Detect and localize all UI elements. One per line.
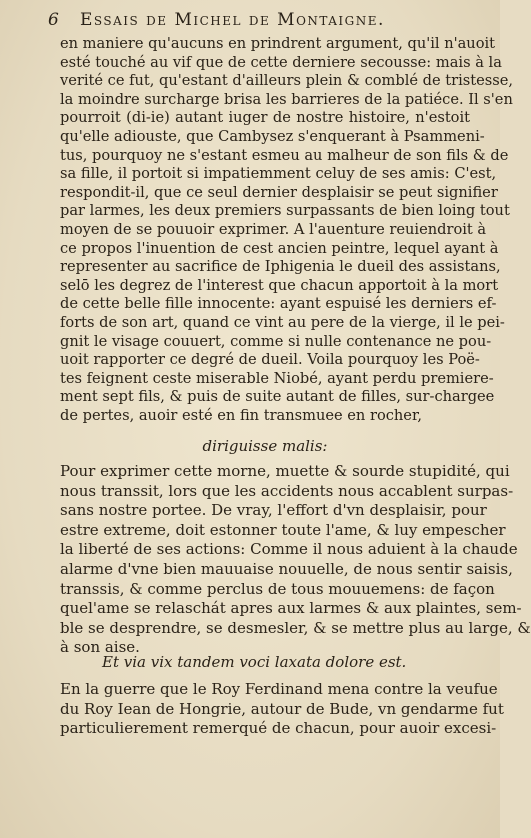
text-line: à son aise.: [60, 638, 140, 657]
text-line: en maniere qu'aucuns en prindrent argument, qu'il n'auoit: [60, 35, 496, 52]
quote-line: Et via vix tandem voci laxata dolore est.: [102, 653, 407, 671]
text-line: transsis, & comme perclus de tous mouuemens: de façon: [60, 579, 495, 598]
text-line: de cette belle fille innocente: ayant espuisé les derniers ef-: [60, 295, 497, 313]
latin-quote-1: [60, 435, 470, 457]
text-line: particulierement remerqué de chacun, pour auoir excesi-: [60, 719, 497, 738]
text-line: sans nostre portee. De vray, l'effort d'vn desplaisir, pour: [60, 501, 487, 520]
text-line: par larmes, les deux premiers surpassants de bien loing tout: [60, 202, 510, 220]
text-line: En la guerre que le Roy Ferdinand mena contre la veufue: [60, 680, 498, 698]
text-line: moyen de se pouuoir exprimer. A l'auenture reuiendroit à: [60, 220, 487, 238]
text-line: quel'ame se relaschát apres aux larmes & aux plaintes, sem-: [60, 599, 522, 618]
paragraph-3: [60, 680, 504, 739]
text-line: ce propos l'inuention de cest ancien peintre, lequel ayant à: [60, 239, 499, 257]
text-line: ble se desprendre, se desmesler, & se mettre plus au large, &: [60, 618, 531, 637]
text-line: la liberté de ses actions: Comme il nous aduient à la chaude: [60, 540, 518, 559]
text-line: uoit rapporter ce degré de dueil. Voila pourquoy les Poë-: [60, 351, 480, 369]
text-line: du Roy Iean de Hongrie, autour de Bude, vn gendarme fut: [60, 699, 504, 718]
text-line: selō les degrez de l'interest que chacun apportoit à la mort: [60, 276, 499, 294]
quote-line: diriguisse malis:: [202, 437, 328, 455]
running-head: Essais de Michel de Montaigne.: [80, 10, 385, 30]
text-line: esté touché au vif que de cette derniere secousse: mais à la: [60, 53, 502, 71]
paragraph-1: [60, 35, 514, 425]
text-line: de pertes, auoir esté en fin transmuee en rocher,: [60, 406, 422, 424]
text-line: Pour exprimer cette morne, muette & sourde stupidité, qui: [60, 462, 510, 480]
text-line: verité ce fut, qu'estant d'ailleurs plein & comblé de tristesse,: [60, 72, 514, 90]
text-line: la moindre surcharge brisa les barrieres de la patiéce. Il s'en: [60, 90, 513, 108]
text-line: forts de son art, quand ce vint au pere de la vierge, il le pei-: [60, 313, 505, 331]
text-line: pourroit (di-ie) autant iuger de nostre histoire, n'estoit: [60, 109, 470, 127]
page-number: 6: [48, 10, 61, 30]
page-header: [48, 10, 470, 34]
text-line: representer au sacrifice de Iphigenia le dueil des assistans,: [60, 258, 501, 276]
text-line: tes feignent ceste miserable Niobé, ayant perdu premiere-: [60, 369, 494, 387]
text-line: alarme d'vne bien mauuaise nouuelle, de nous sentir saisis,: [60, 559, 513, 578]
text-line: tus, pourquoy ne s'estant esmeu au malheur de son fils & de: [60, 146, 509, 164]
text-line: sa fille, il portoit si impatiemment celuy de ses amis: C'est,: [60, 165, 497, 183]
latin-quote-2: [60, 651, 470, 673]
text-line: ment sept fils, & puis de suite autant de filles, sur-chargee: [60, 388, 495, 406]
text-line: estre extreme, doit estonner toute l'ame, & luy empescher: [60, 520, 506, 539]
text-line: qu'elle adiouste, que Cambysez s'enquerant à Psammeni-: [60, 127, 485, 145]
paragraph-2: [60, 462, 531, 658]
text-line: gnit le visage couuert, comme si nulle contenance ne pou-: [60, 332, 492, 350]
text-line: nous transsit, lors que les accidents nous accablent surpas-: [60, 481, 514, 500]
text-line: respondit-il, que ce seul dernier desplaisir se peut signifier: [60, 183, 498, 201]
